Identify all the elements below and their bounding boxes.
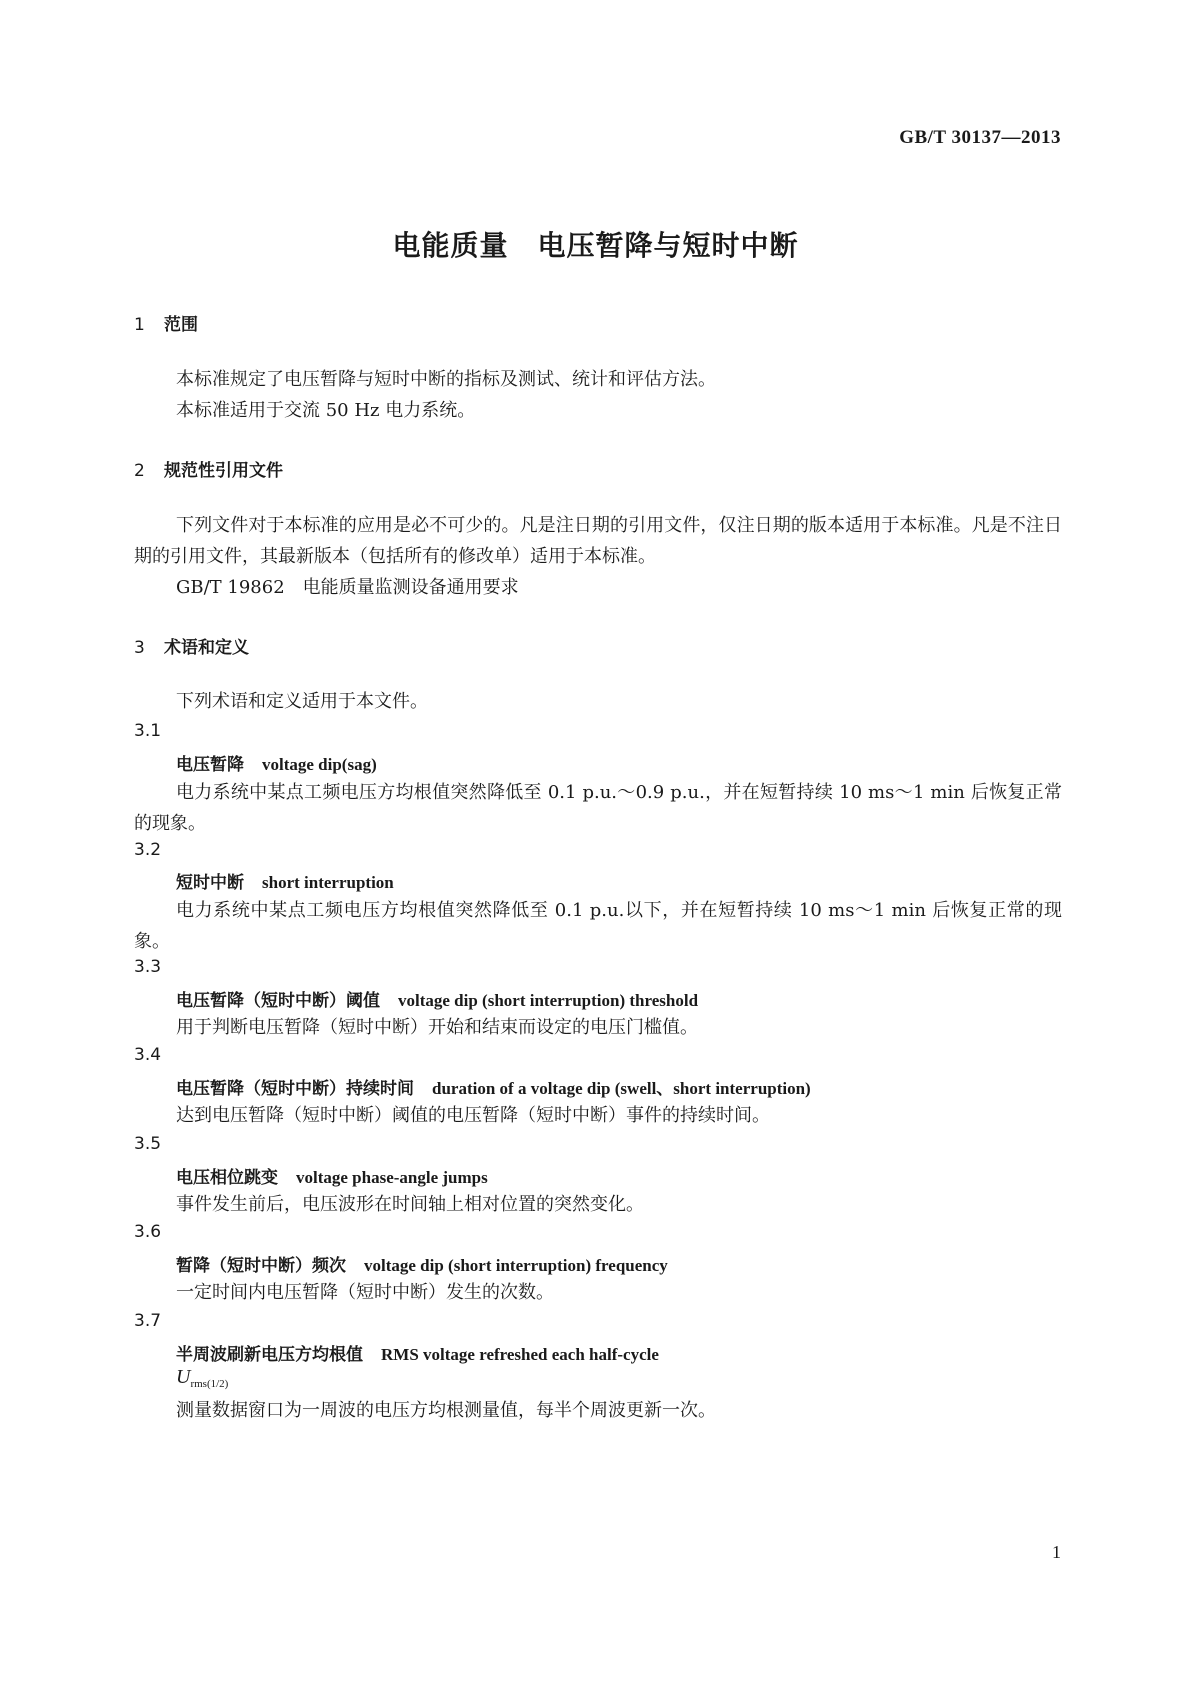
references-paragraph: 下列文件对于本标准的应用是必不可少的。凡是注日期的引用文件，仅注日期的版本适用于本标准。凡是不注日期的引用文件，其最新版本（包括所有的修改单）适用于本标准。	[134, 515, 1062, 567]
clause-number: 3.3	[134, 957, 162, 977]
term-zh: 电压暂降（短时中断）持续时间	[176, 1079, 414, 1099]
terms-intro: 下列术语和定义适用于本文件。	[176, 691, 428, 712]
term-heading	[176, 868, 394, 893]
clause-number: 3.6	[134, 1222, 162, 1242]
term-heading	[176, 750, 377, 775]
term-en: short interruption	[262, 873, 394, 892]
scope-paragraph: 本标准规定了电压暂降与短时中断的指标及测试、统计和评估方法。	[176, 369, 716, 390]
term-en: voltage dip (short interruption) threshold	[398, 991, 699, 1010]
reference-item: GB/T 19862 电能质量监测设备通用要求	[176, 577, 519, 598]
term-heading	[176, 1163, 488, 1188]
term-en: voltage dip (short interruption) frequency	[364, 1256, 668, 1275]
section-title: 术语和定义	[164, 638, 249, 658]
section-heading-terms	[134, 633, 249, 658]
page-number: 1	[1052, 1542, 1061, 1562]
section-title: 范围	[164, 315, 198, 335]
section-number: 1	[134, 315, 145, 335]
symbol-subscript: rms(1/2)	[190, 1378, 229, 1390]
term-zh: 短时中断	[176, 873, 244, 893]
term-symbol	[176, 1366, 228, 1390]
term-heading	[176, 986, 698, 1011]
term-en: voltage phase-angle jumps	[296, 1168, 488, 1187]
clause-number: 3.7	[134, 1311, 162, 1331]
clause-number: 3.1	[134, 721, 162, 741]
term-definition: 电力系统中某点工频电压方均根值突然降低至 0.1 p.u.～0.9 p.u.，并在短暂持续 10 ms～1 min 后恢复正常的现象。	[134, 782, 1062, 834]
section-heading-normative-references	[134, 456, 283, 481]
document-title: 电能质量 电压暂降与短时中断	[392, 229, 799, 262]
clause-number: 3.2	[134, 840, 162, 860]
term-zh: 电压相位跳变	[176, 1168, 278, 1188]
clause-number: 3.5	[134, 1134, 162, 1154]
term-en: voltage dip(sag)	[262, 755, 377, 774]
section-number: 3	[134, 638, 145, 658]
term-heading	[176, 1340, 659, 1365]
clause-number: 3.4	[134, 1045, 162, 1065]
symbol-main: U	[176, 1366, 191, 1388]
term-definition: 测量数据窗口为一周波的电压方均根测量值，每半个周波更新一次。	[176, 1400, 716, 1421]
term-zh: 电压暂降（短时中断）阈值	[176, 991, 380, 1011]
term-definition: 用于判断电压暂降（短时中断）开始和结束而设定的电压门槛值。	[176, 1017, 698, 1038]
section-heading-scope	[134, 310, 198, 335]
term-en: duration of a voltage dip (swell、short interruption)	[432, 1079, 811, 1098]
term-zh: 电压暂降	[176, 755, 244, 775]
standard-code: GB/T 30137—2013	[899, 127, 1061, 148]
term-heading	[176, 1251, 668, 1276]
term-zh: 暂降（短时中断）频次	[176, 1256, 346, 1276]
section-title: 规范性引用文件	[164, 461, 283, 481]
term-zh: 半周波刷新电压方均根值	[176, 1345, 363, 1365]
term-en: RMS voltage refreshed each half-cycle	[381, 1345, 659, 1364]
section-number: 2	[134, 461, 145, 481]
term-definition: 电力系统中某点工频电压方均根值突然降低至 0.1 p.u.以下，并在短暂持续 10 ms～1 min 后恢复正常的现象。	[134, 900, 1062, 952]
term-definition: 事件发生前后，电压波形在时间轴上相对位置的突然变化。	[176, 1194, 644, 1215]
term-definition: 一定时间内电压暂降（短时中断）发生的次数。	[176, 1282, 554, 1303]
scope-paragraph: 本标准适用于交流 50 Hz 电力系统。	[176, 400, 476, 421]
term-heading	[176, 1074, 811, 1099]
term-definition: 达到电压暂降（短时中断）阈值的电压暂降（短时中断）事件的持续时间。	[176, 1105, 770, 1126]
